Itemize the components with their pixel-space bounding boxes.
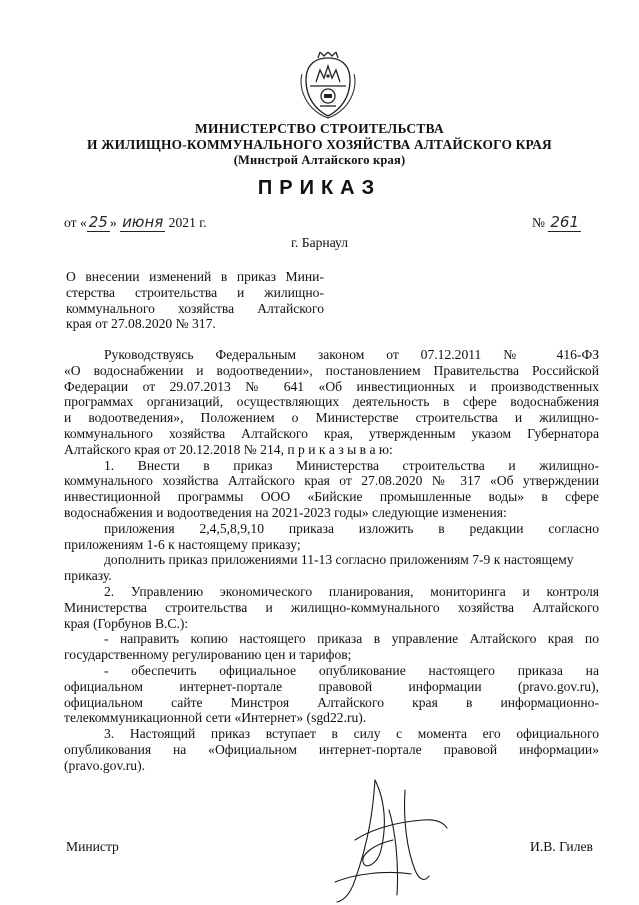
date-month-handwritten: июня — [122, 213, 164, 231]
number-prefix: № — [532, 215, 549, 230]
subject-line: стерства строительства и жилищно- — [66, 284, 324, 300]
date-prefix: от « — [64, 215, 87, 230]
handwritten-signature-icon — [315, 770, 465, 905]
signer-position: Министр — [66, 839, 119, 854]
body-line: 1. Внести в приказ Министерства строительства и жилищно- — [104, 457, 599, 473]
body-line: Руководствуясь Федеральным законом от 07.12.2011 № 416-ФЗ — [104, 347, 599, 362]
body-line: края (Горбунов В.С.): — [64, 615, 189, 631]
subject-line: коммунального хозяйства Алтайского — [66, 300, 324, 316]
body-line: опубликования на «Официальном интернет-портале правовой информации» — [64, 741, 599, 757]
body-line: - направить копию настоящего приказа в управление Алтайского края по — [104, 631, 599, 647]
number-handwritten: 261 — [550, 213, 580, 231]
city: г. Барнаул — [290, 235, 349, 250]
order-body — [64, 347, 599, 774]
ministry-short-name: (Минстрой Алтайского края) — [233, 153, 406, 167]
body-line: телекоммуникационной сети «Интернет» (sgd22.ru). — [64, 710, 367, 726]
ministry-name-line2: И ЖИЛИЩНО-КОММУНАЛЬНОГО ХОЗЯЙСТВА АЛТАЙСКОГО КРАЯ — [87, 137, 552, 152]
body-line: (pravo.gov.ru). — [64, 757, 146, 773]
document-title: ПРИКАЗ — [257, 177, 382, 199]
body-line: приложения 2,4,5,8,9,10 приказа изложить в редакции согласно — [104, 520, 599, 536]
body-line: 3. Настоящий приказ вступает в силу с момента его официального — [104, 726, 599, 742]
body-line: «О водоснабжении и водоотведении», постановлением Правительства Российской — [64, 362, 599, 378]
body-line: - обеспечить официальное опубликование настоящего приказа на — [104, 662, 599, 678]
body-line: официальном сайте Минстроя Алтайского края в информационно- — [64, 694, 599, 710]
body-line: инвестиционной программы ООО «Бийские промышленные воды» в сфере — [64, 489, 599, 505]
body-line: дополнить приказ приложениями 11-13 согласно приложениям 7-9 к настоящему — [104, 552, 574, 568]
body-line: государственному регулированию цен и тарифов; — [64, 647, 352, 663]
date-day-handwritten: 25 — [88, 213, 108, 231]
signer-name: И.В. Гилев — [530, 839, 593, 854]
order-number — [532, 213, 581, 231]
body-line: водоснабжения и водоотведения на 2021-2023 годы» следующие изменения: — [64, 504, 507, 520]
body-line: официальном интернет-портале правовой информации (pravo.gov.ru), — [64, 678, 599, 694]
ministry-name-line1: МИНИСТЕРСТВО СТРОИТЕЛЬСТВА — [195, 121, 444, 136]
body-line: программах организаций, осуществляющих деятельность в сфере водоснабжения — [64, 394, 599, 410]
body-line: коммунального хозяйства Алтайского края от 27.08.2020 № 317 «Об утверждении — [64, 473, 599, 489]
subject-line: края от 27.08.2020 № 317. — [66, 316, 216, 332]
date-year: 2021 г. — [165, 215, 207, 230]
body-line: коммунального хозяйства Алтайского края, утвержденным указом Губернатора — [64, 425, 599, 441]
coat-of-arms-icon — [300, 52, 356, 120]
order-subject — [66, 269, 324, 332]
body-line: 2. Управлению экономического планирования, мониторинга и контроля — [104, 583, 599, 599]
date-mid: » — [109, 215, 121, 230]
body-line: приложениям 1-6 к настоящему приказу; — [64, 536, 301, 552]
subject-line: О внесении изменений в приказ Мини- — [66, 269, 324, 284]
body-line: приказу. — [64, 568, 112, 584]
body-line: Министерства строительства и жилищно-коммунального хозяйства Алтайского — [64, 599, 599, 615]
body-line: Алтайского края от 20.12.2018 № 214, п р и к а з ы в а ю: — [64, 441, 393, 457]
body-line: и водоотведения», Положением о Министерстве строительства и жилищно- — [64, 410, 599, 426]
body-line: Федерации от 29.07.2013 № 641 «Об инвестиционных и производственных — [64, 378, 599, 394]
order-date — [64, 213, 207, 231]
